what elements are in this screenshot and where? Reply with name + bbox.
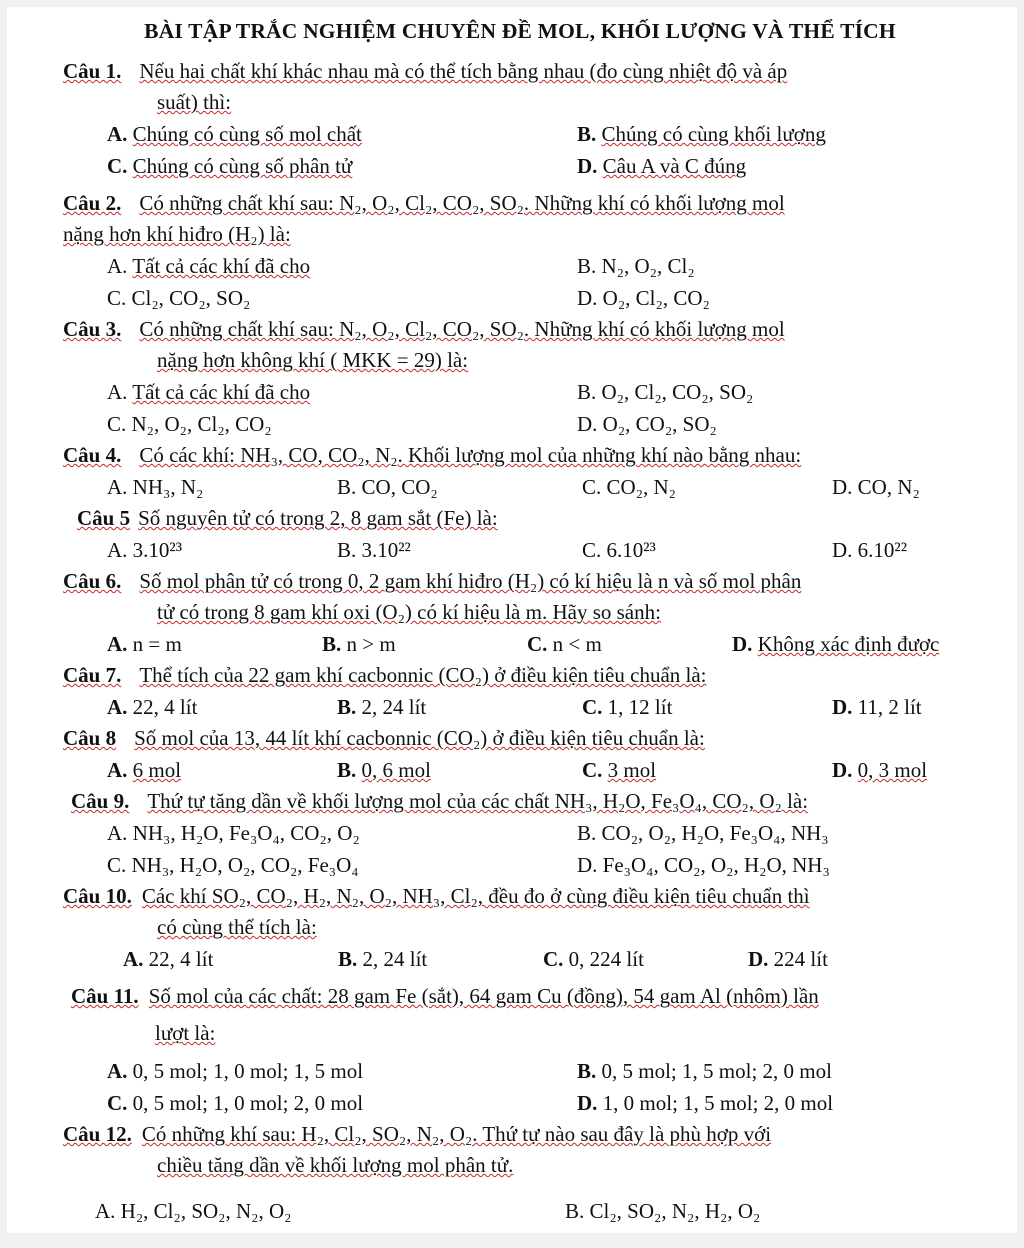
option-d: D. 1, 0 mol; 1, 5 mol; 2, 0 mol: [577, 1091, 834, 1115]
option-d: D. CO, N₂: [832, 475, 920, 499]
question-text-cont: suất) thì:: [157, 90, 232, 114]
option-c: C. Chúng có cùng số phân tử: [107, 154, 353, 178]
question-label: Câu 2.: [63, 191, 122, 215]
question-text: Thể tích của 22 gam khí cacbonnic (CO₂) ở điều kiện tiêu chuẩn là:: [139, 663, 707, 687]
option-d: D. Không xác định được: [732, 632, 940, 656]
question-label: Câu 3.: [63, 317, 122, 341]
option-c: C. n < m: [527, 632, 602, 656]
question-label: Câu 5: [77, 506, 131, 530]
question-12: [63, 1119, 977, 1227]
option-b: B. CO₂, O₂, H₂O, Fe₃O₄, NH₃: [577, 821, 829, 845]
question-label: Câu 12.: [63, 1122, 132, 1146]
question-label: Câu 11.: [71, 984, 139, 1008]
option-c: C. 6.10²³: [582, 538, 656, 562]
option-a: A. n = m: [107, 632, 182, 656]
option-b: B. 2, 24 lít: [338, 947, 428, 971]
option-b: B. 3.10²²: [337, 538, 411, 562]
option-b: B. 0, 5 mol; 1, 5 mol; 2, 0 mol: [577, 1059, 832, 1083]
question-label: Câu 8: [63, 726, 117, 750]
option-b: B. 0, 6 mol: [337, 758, 431, 782]
question-10: [63, 881, 977, 975]
question-text: Có những khí sau: H₂, Cl₂, SO₂, N₂, O₂. Thứ tự nào sau đây là phù hợp với: [141, 1122, 772, 1146]
question-label: Câu 4.: [63, 443, 122, 467]
option-a: A. 22, 4 lít: [107, 695, 198, 719]
option-a: A. Tất cả các khí đã cho: [107, 380, 311, 404]
option-c: C. 0, 5 mol; 1, 0 mol; 2, 0 mol: [107, 1091, 364, 1115]
option-b: B. n > m: [322, 632, 396, 656]
question-label: Câu 1.: [63, 59, 122, 83]
option-d: D. 224 lít: [748, 947, 828, 971]
question-1: [63, 56, 977, 182]
question-text: Số mol của các chất: 28 gam Fe (sắt), 64 gam Cu (đồng), 54 gam Al (nhôm) lần: [148, 984, 819, 1008]
question-8: [63, 723, 977, 786]
option-b: B. Chúng có cùng khối lượng: [577, 122, 826, 146]
option-d: D. 0, 3 mol: [832, 758, 928, 782]
option-b: B. 2, 24 lít: [337, 695, 427, 719]
option-a: A. 3.10²³: [107, 538, 183, 562]
document-page: [7, 7, 1017, 1233]
option-c: C. 0, 224 lít: [543, 947, 644, 971]
question-text: Thứ tự tăng dần về khối lượng mol của các chất NH₃, H₂O, Fe₃O₄, CO₂, O₂ là:: [147, 789, 809, 813]
question-5: [63, 503, 977, 534]
question-label: Câu 6.: [63, 569, 122, 593]
option-a: A. 6 mol: [107, 758, 182, 782]
question-text: Nếu hai chất khí khác nhau mà có thể tích bằng nhau (đo cùng nhiệt độ và áp: [139, 59, 788, 83]
option-c: C. Cl₂, CO₂, SO₂: [107, 286, 251, 310]
option-a: A. H₂, Cl₂, SO₂, N₂, O₂: [95, 1199, 292, 1223]
question-text: Số mol của 13, 44 lít khí cacbonnic (CO₂) ở điều kiện tiêu chuẩn là:: [134, 726, 705, 750]
option-d: D. Fe₃O₄, CO₂, O₂, H₂O, NH₃: [577, 853, 830, 877]
question-text-cont: lượt là:: [155, 1021, 216, 1045]
question-text: Số nguyên tử có trong 2, 8 gam sắt (Fe) là:: [138, 506, 498, 530]
question-text: Có những chất khí sau: N₂, O₂, Cl₂, CO₂, SO₂. Những khí có khối lượng mol: [139, 191, 785, 215]
question-3: [63, 314, 977, 440]
option-c: C. 1, 12 lít: [582, 695, 673, 719]
option-d: D. O₂, Cl₂, CO₂: [577, 286, 710, 310]
option-b: B. O₂, Cl₂, CO₂, SO₂: [577, 380, 754, 404]
option-a: A. NH₃, H₂O, Fe₃O₄, CO₂, O₂: [107, 821, 360, 845]
question-9: [63, 786, 977, 817]
document-title: BÀI TẬP TRẮC NGHIỆM CHUYÊN ĐỀ MOL, KHỐI LƯỢNG VÀ THỂ TÍCH: [144, 19, 896, 43]
question-2: [63, 188, 977, 314]
option-d: D. 11, 2 lít: [832, 695, 922, 719]
option-c: C. CO₂, N₂: [582, 475, 676, 499]
option-a: A. NH₃, N₂: [107, 475, 204, 499]
option-a: A. 22, 4 lít: [123, 947, 214, 971]
option-d: D. Câu A và C đúng: [577, 154, 747, 178]
question-text: Có các khí: NH₃, CO, CO₂, N₂. Khối lượng mol của những khí nào bằng nhau:: [139, 443, 802, 467]
option-c: C. 3 mol: [582, 758, 657, 782]
question-text: Các khí SO₂, CO₂, H₂, N₂, O₂, NH₃, Cl₂, đều đo ở cùng điều kiện tiêu chuẩn thì: [141, 884, 810, 908]
question-4: [63, 440, 977, 503]
question-text-cont: nặng hơn khí hiđro (H₂) là:: [63, 222, 291, 246]
option-b: B. N₂, O₂, Cl₂: [577, 254, 695, 278]
option-c: C. NH₃, H₂O, O₂, CO₂, Fe₃O₄: [107, 853, 359, 877]
option-b: B. CO, CO₂: [337, 475, 438, 499]
question-6: [63, 566, 977, 660]
option-d: D. O₂, CO₂, SO₂: [577, 412, 717, 436]
option-a: A. Tất cả các khí đã cho: [107, 254, 311, 278]
option-c: C. N₂, O₂, Cl₂, CO₂: [107, 412, 272, 436]
question-text-cont: nặng hơn không khí ( MKK = 29) là:: [157, 348, 469, 372]
option-a: A. Chúng có cùng số mol chất: [107, 122, 362, 146]
question-text: Số mol phân tử có trong 0, 2 gam khí hiđro (H₂) có kí hiệu là n và số mol phân: [139, 569, 802, 593]
question-text-cont: có cùng thể tích là:: [157, 915, 317, 939]
question-7: [63, 660, 977, 723]
option-b: B. Cl₂, SO₂, N₂, H₂, O₂: [565, 1199, 761, 1223]
option-d: D. 6.10²²: [832, 538, 908, 562]
question-label: Câu 7.: [63, 663, 122, 687]
question-11: [63, 981, 977, 1055]
question-text-cont: tử có trong 8 gam khí oxi (O₂) có kí hiệu là m. Hãy so sánh:: [157, 600, 661, 624]
question-label: Câu 10.: [63, 884, 132, 908]
option-a: A. 0, 5 mol; 1, 0 mol; 1, 5 mol: [107, 1059, 364, 1083]
question-label: Câu 9.: [71, 789, 130, 813]
question-text-cont: chiều tăng dần về khối lượng mol phân tử.: [157, 1153, 514, 1177]
question-text: Có những chất khí sau: N₂, O₂, Cl₂, CO₂, SO₂. Những khí có khối lượng mol: [139, 317, 785, 341]
